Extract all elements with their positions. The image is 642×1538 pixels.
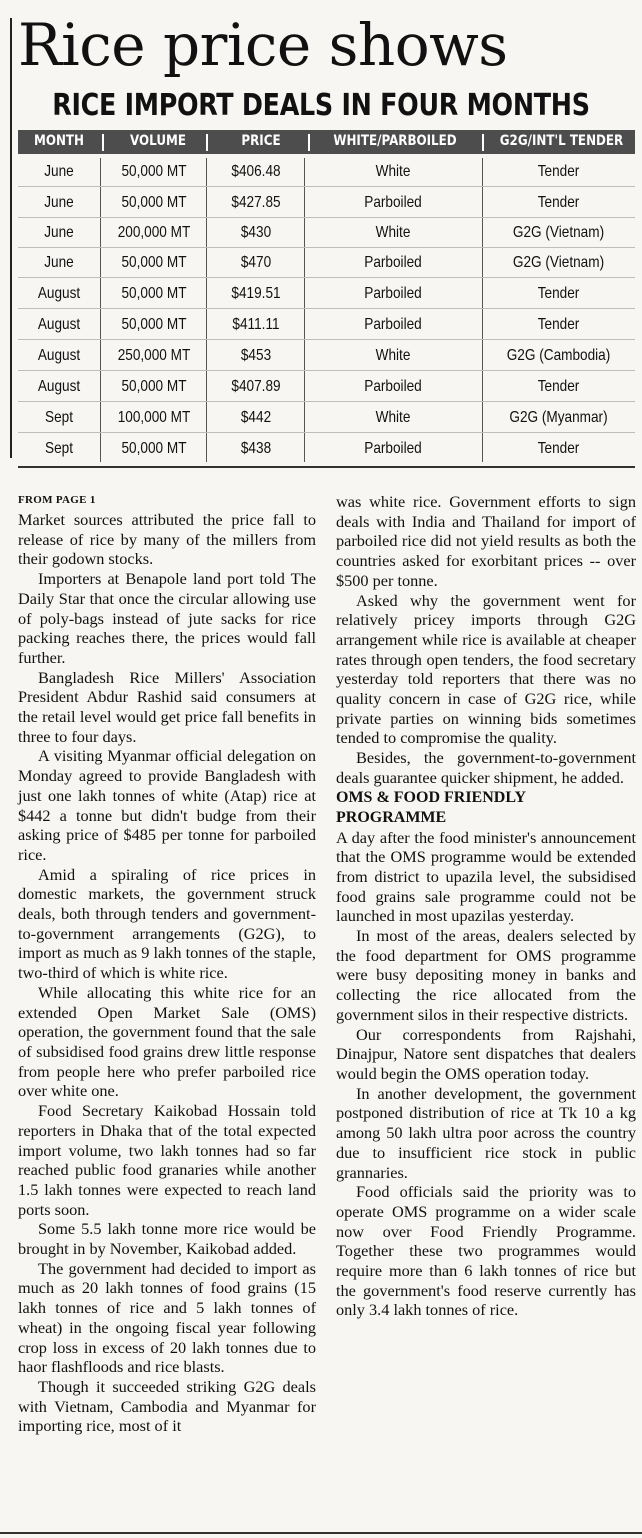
table-title: RICE IMPORT DEALS IN FOUR MONTHS <box>52 88 590 123</box>
paragraph: In another development, the government postponed distribution of rice at Tk 10 a kg among 50 lakh ultra poor across the country due to insufficient rice stock in public grannaries. <box>336 1083 636 1182</box>
cell-type: Parboiled <box>364 316 422 333</box>
cell-type: Parboiled <box>364 440 422 457</box>
table-row <box>18 247 635 278</box>
cell-month: June <box>44 194 74 211</box>
paragraph: Importers at Benapole land port told The Daily Star that once the circular allowing use of poly-bags instead of jute sacks for rice packing reaches there, the prices would fall further. <box>18 569 316 667</box>
cell-volume: 200,000 MT <box>117 224 191 241</box>
table-row <box>18 156 635 187</box>
paragraph: Some 5.5 lakh tonne more rice would be brought in by November, Kaikobad added. <box>18 1219 316 1259</box>
cell-type: Parboiled <box>364 194 422 211</box>
cell-month: June <box>44 163 74 180</box>
header-volume: VOLUME <box>130 133 186 149</box>
cell-price: $411.11 <box>232 316 280 333</box>
cell-price: $406.48 <box>231 163 281 180</box>
cell-month: August <box>37 347 81 364</box>
cell-type: White <box>375 224 411 241</box>
table-row <box>18 278 635 309</box>
cell-price: $470 <box>240 254 272 271</box>
paragraph: The government had decided to import as much as 20 lakh tonnes of food grains (15 lakh tonnes of rice and 5 lakh tonnes of wheat) in the ongoing fiscal year following crop loss in excess of 20 lakh tonnes due to haor flashfloods and rice blasts. <box>18 1258 316 1377</box>
cell-deal: Tender <box>537 163 580 180</box>
cell-deal: Tender <box>537 316 580 333</box>
cell-month: Sept <box>45 440 73 457</box>
cell-deal: Tender <box>537 378 580 395</box>
header-separator <box>308 134 310 151</box>
paragraph: Food officials said the priority was to operate OMS programme on a wider scale now over Food Friendly Programme. Together these two programmes would require more than 6 lakh tonnes of rice but the government's food reserve currently has only 3.4 lakh tonnes of rice. <box>336 1182 636 1320</box>
cell-month: Sept <box>45 409 73 426</box>
paragraph: was white rice. Government efforts to sign deals with India and Thailand for import of parboiled rice did not yield results as both the countries asked for exorbitant prices -- over $500 per tonne. <box>336 492 636 590</box>
header-g2g-tender: G2G/INT'L TENDER <box>499 133 624 149</box>
cell-price: $430 <box>240 224 272 241</box>
header-month: MONTH <box>33 133 84 149</box>
table-row <box>18 309 635 340</box>
cell-volume: 50,000 MT <box>121 316 187 333</box>
left-column-rule <box>10 18 12 458</box>
paragraph: A visiting Myanmar official delegation on Monday agreed to provide Bangladesh with just one lakh tonnes of white (Atap) rice at $442 a tonne but didn't budge from their asking price of $485 per tonne for parboiled rice. <box>18 746 316 864</box>
cell-month: June <box>44 254 74 271</box>
jump-label: FROM PAGE 1 <box>18 494 96 506</box>
section-subheading: OMS & FOOD FRIENDLY PROGRAMME <box>336 788 526 826</box>
table-row <box>18 371 635 402</box>
cell-month: June <box>44 224 74 241</box>
paragraph: Market sources attributed the price fall to release of rice by many of the millers from their godown stocks. <box>18 510 316 569</box>
cell-deal: G2G (Vietnam) <box>512 254 605 271</box>
cell-volume: 50,000 MT <box>121 194 187 211</box>
cell-price: $438 <box>240 440 272 457</box>
article-column-right <box>336 492 636 1320</box>
cell-volume: 250,000 MT <box>117 347 191 364</box>
cell-volume: 100,000 MT <box>117 409 191 426</box>
paragraph: Bangladesh Rice Millers' Association President Abdur Rashid said consumers at the retail level would get price fall benefits in three to four days. <box>18 667 316 746</box>
table-row <box>18 340 635 371</box>
table-row <box>18 217 635 248</box>
paragraph: A day after the food minister's announcement that the OMS programme would be extended from district to upazila level, the subsidised food grains sale programme could not be launched in most upazilas yesterday. <box>336 827 636 926</box>
paragraph: Asked why the government went for relatively pricey imports through G2G arrangement while rice is available at cheaper rates through open tenders, the food secretary yesterday told reporters that there was no quality concern in case of G2G rice, while private parties on winning bids sometimes tended to compromise the quality. <box>336 590 636 748</box>
cell-month: August <box>37 285 81 302</box>
cell-price: $442 <box>240 409 272 426</box>
table-bottom-rule <box>18 466 635 468</box>
cell-deal: G2G (Myanmar) <box>509 409 608 426</box>
cell-type: White <box>375 347 411 364</box>
cell-price: $453 <box>240 347 272 364</box>
paragraph: In most of the areas, dealers selected by the food department for OMS programme were busy depositing money in banks and collecting the rice allocated from the government silos in their respective districts. <box>336 926 636 1024</box>
table-row <box>18 402 635 433</box>
cell-type: Parboiled <box>364 378 422 395</box>
cell-deal: Tender <box>537 194 580 211</box>
cell-deal: G2G (Vietnam) <box>512 224 605 241</box>
cell-deal: G2G (Cambodia) <box>506 347 611 364</box>
table-header <box>18 130 635 154</box>
cell-type: Parboiled <box>364 254 422 271</box>
article-column-left <box>18 490 316 1436</box>
cell-volume: 50,000 MT <box>121 378 187 395</box>
header-separator <box>206 134 208 151</box>
cell-type: White <box>375 409 411 426</box>
header-white-parboiled: WHITE/PARBOILED <box>333 133 457 149</box>
cell-type: Parboiled <box>364 285 422 302</box>
cell-deal: Tender <box>537 285 580 302</box>
header-price: PRICE <box>241 133 281 149</box>
paragraph: Food Secretary Kaikobad Hossain told reporters in Dhaka that of the total expected import volume, two lakh tonnes had so far reached public food granaries while another 1.5 lakh tonnes were expected to reach land ports soon. <box>18 1101 316 1219</box>
cell-volume: 50,000 MT <box>121 440 187 457</box>
table-row <box>18 187 635 218</box>
cell-price: $427.85 <box>231 194 281 211</box>
paragraph: While allocating this white rice for an extended Open Market Sale (OMS) operation, the government found that the sale of subsidised food grains drew little response from people here who prefer parboiled rice over white one. <box>18 982 316 1101</box>
header-separator <box>482 134 484 151</box>
cell-month: August <box>37 316 81 333</box>
cell-price: $419.51 <box>231 285 281 302</box>
table-row <box>18 433 635 463</box>
paragraph: Besides, the government-to-government deals guarantee quicker shipment, he added. <box>336 748 636 787</box>
header-separator <box>102 134 104 151</box>
cell-volume: 50,000 MT <box>121 163 187 180</box>
paragraph: Amid a spiraling of rice prices in domestic markets, the government struck deals, both through tenders and government-to-government arrangements (G2G), to import as much as 9 lakh tonnes of the staple, two-third of which is white rice. <box>18 864 316 983</box>
headline: Rice price shows <box>18 11 508 79</box>
cell-volume: 50,000 MT <box>121 254 187 271</box>
cell-price: $407.89 <box>231 378 281 395</box>
paragraph: Our correspondents from Rajshahi, Dinajpur, Natore sent dispatches that dealers would begin the OMS operation today. <box>336 1024 636 1083</box>
cell-deal: Tender <box>537 440 580 457</box>
paragraph: Though it succeeded striking G2G deals with Vietnam, Cambodia and Myanmar for importing rice, most of it <box>18 1376 316 1436</box>
cell-volume: 50,000 MT <box>121 285 187 302</box>
cell-month: August <box>37 378 81 395</box>
cell-type: White <box>375 163 411 180</box>
bottom-rule <box>0 1532 642 1534</box>
